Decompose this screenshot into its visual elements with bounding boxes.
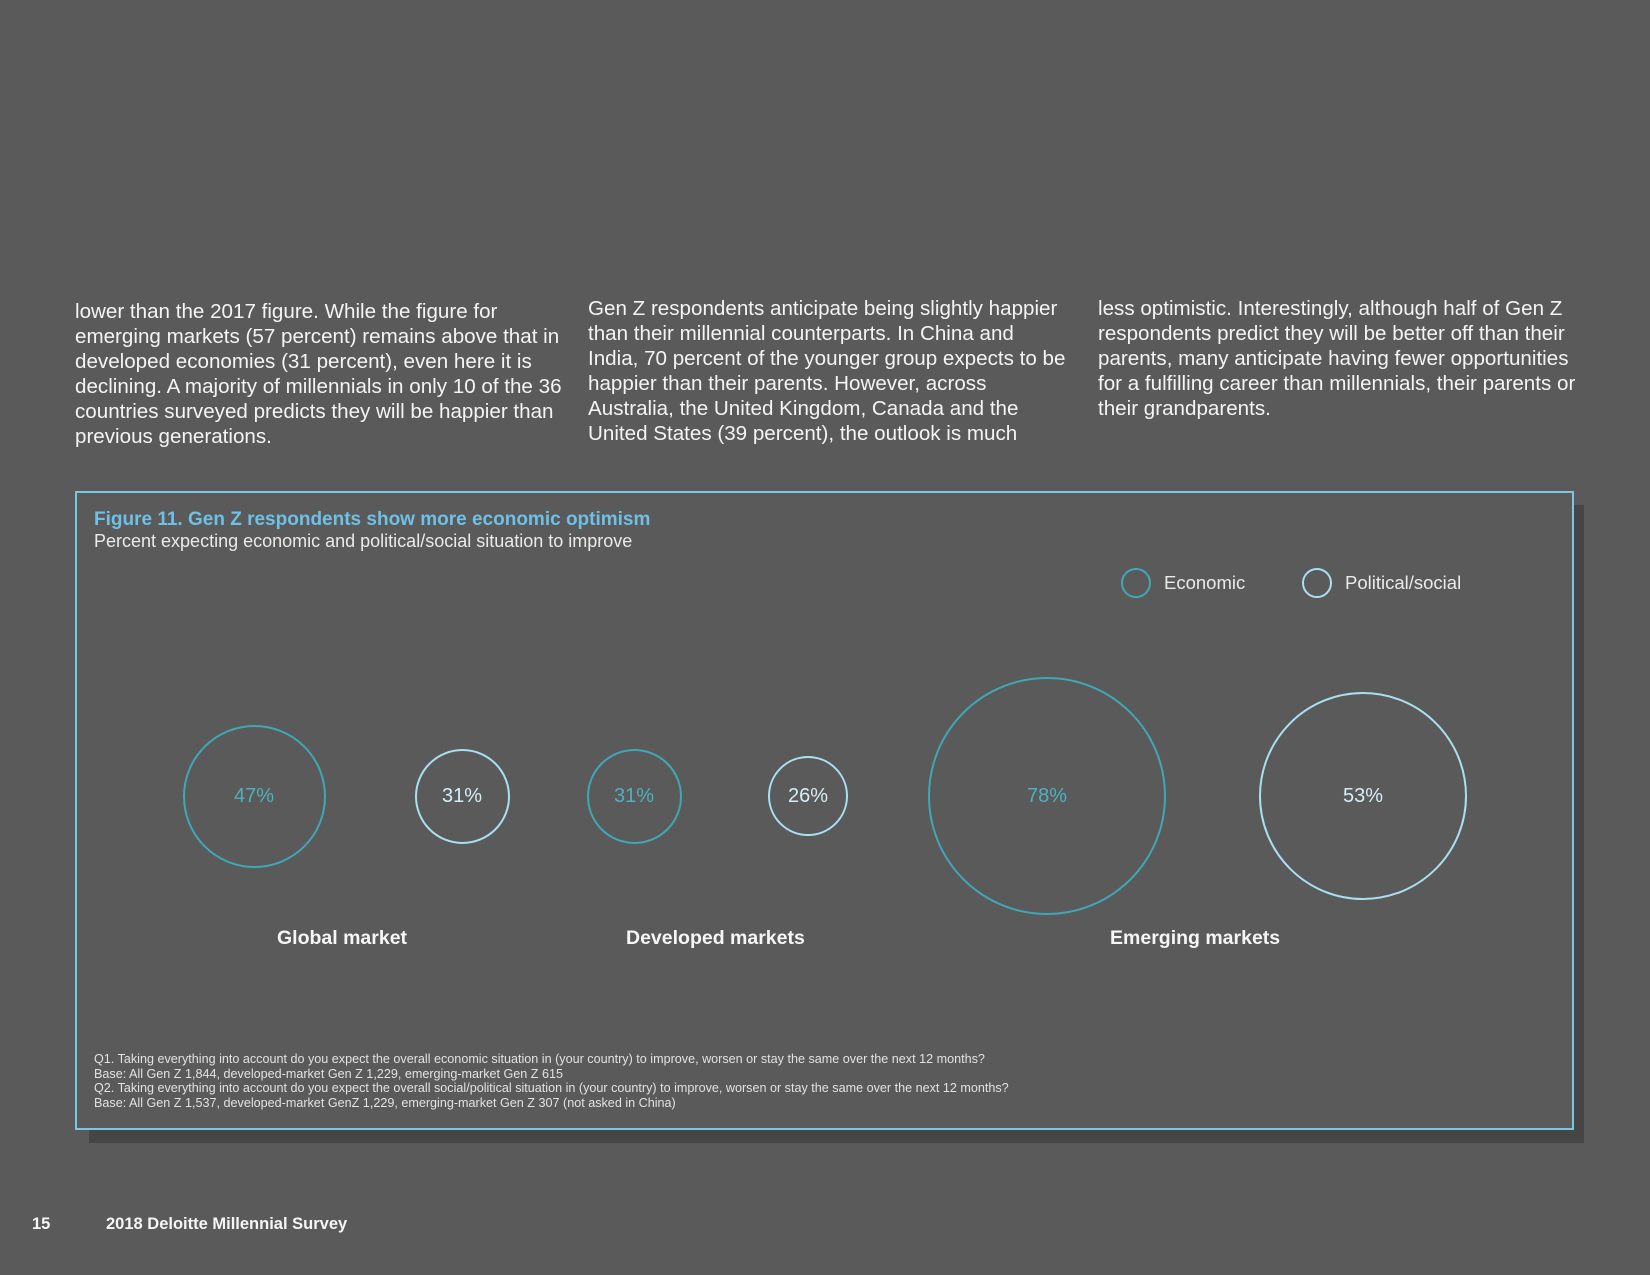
bubble-value-label: 31%	[613, 784, 655, 807]
page-number: 15	[32, 1215, 51, 1233]
bubble-political-social-emerging-markets	[1259, 692, 1467, 900]
body-text-column-1: lower than the 2017 figure. While the figure for emerging markets (57 percent) remains above that in developed economies (31 percent), even here it is declining. A majority of millennials in only 10 of the 36 countries surveyed predicts they will be happier than previous generations.	[75, 300, 562, 448]
category-label-emerging-markets: Emerging markets	[1110, 927, 1281, 949]
bubble-political-social-developed-markets	[768, 756, 848, 836]
bubble-economic-global-market	[183, 725, 326, 868]
category-label-global-market: Global market	[277, 927, 408, 949]
note-q2: Q2. Taking everything into account do you expect the overall social/political situation in (your country) to improve, worsen or stay the same over the next 12 months?	[94, 1081, 1009, 1096]
category-label-developed-markets: Developed markets	[626, 927, 805, 949]
body-text-column-3: less optimistic. Interestingly, although half of Gen Z respondents predict they will be better off than their parents, many anticipate having fewer opportunities for a fulfilling career than millennials, their parents or their grandparents.	[1098, 297, 1576, 420]
footer-title: 2018 Deloitte Millennial Survey	[106, 1215, 348, 1233]
body-text-column-2: Gen Z respondents anticipate being slightly happier than their millennial counterparts. In China and India, 70 percent of the younger group expects to be happier than their parents. However, across Australia, the United Kingdom, Canada and the United States (39 percent), the outlook is much	[588, 297, 1066, 445]
legend-swatch-political-social	[1302, 568, 1332, 598]
figure-notes	[94, 1052, 1494, 1111]
note-base-q2: Base: All Gen Z 1,537, developed-market GenZ 1,229, emerging-market Gen Z 307 (not asked in China)	[94, 1096, 676, 1111]
bubble-value-label: 78%	[1026, 784, 1068, 807]
bubble-value-label: 31%	[441, 784, 483, 807]
bubble-value-label: 47%	[233, 784, 275, 807]
bubble-economic-developed-markets	[587, 749, 682, 844]
figure-subtitle: Percent expecting economic and political/social situation to improve	[94, 531, 633, 551]
figure-title: Figure 11. Gen Z respondents show more economic optimism	[94, 509, 651, 530]
legend-label-political-social: Political/social	[1345, 572, 1462, 593]
figure-11-panel	[75, 491, 1574, 1130]
bubble-economic-emerging-markets	[928, 677, 1166, 915]
legend-swatch-economic	[1121, 568, 1151, 598]
bubble-value-label: 53%	[1342, 784, 1384, 807]
legend-label-economic: Economic	[1164, 572, 1246, 593]
bubble-political-social-global-market	[415, 749, 510, 844]
note-q1: Q1. Taking everything into account do you expect the overall economic situation in (your country) to improve, worsen or stay the same over the next 12 months?	[94, 1052, 985, 1066]
bubble-value-label: 26%	[787, 784, 829, 807]
note-base-q1: Base: All Gen Z 1,844, developed-market Gen Z 1,229, emerging-market Gen Z 615	[94, 1066, 564, 1081]
